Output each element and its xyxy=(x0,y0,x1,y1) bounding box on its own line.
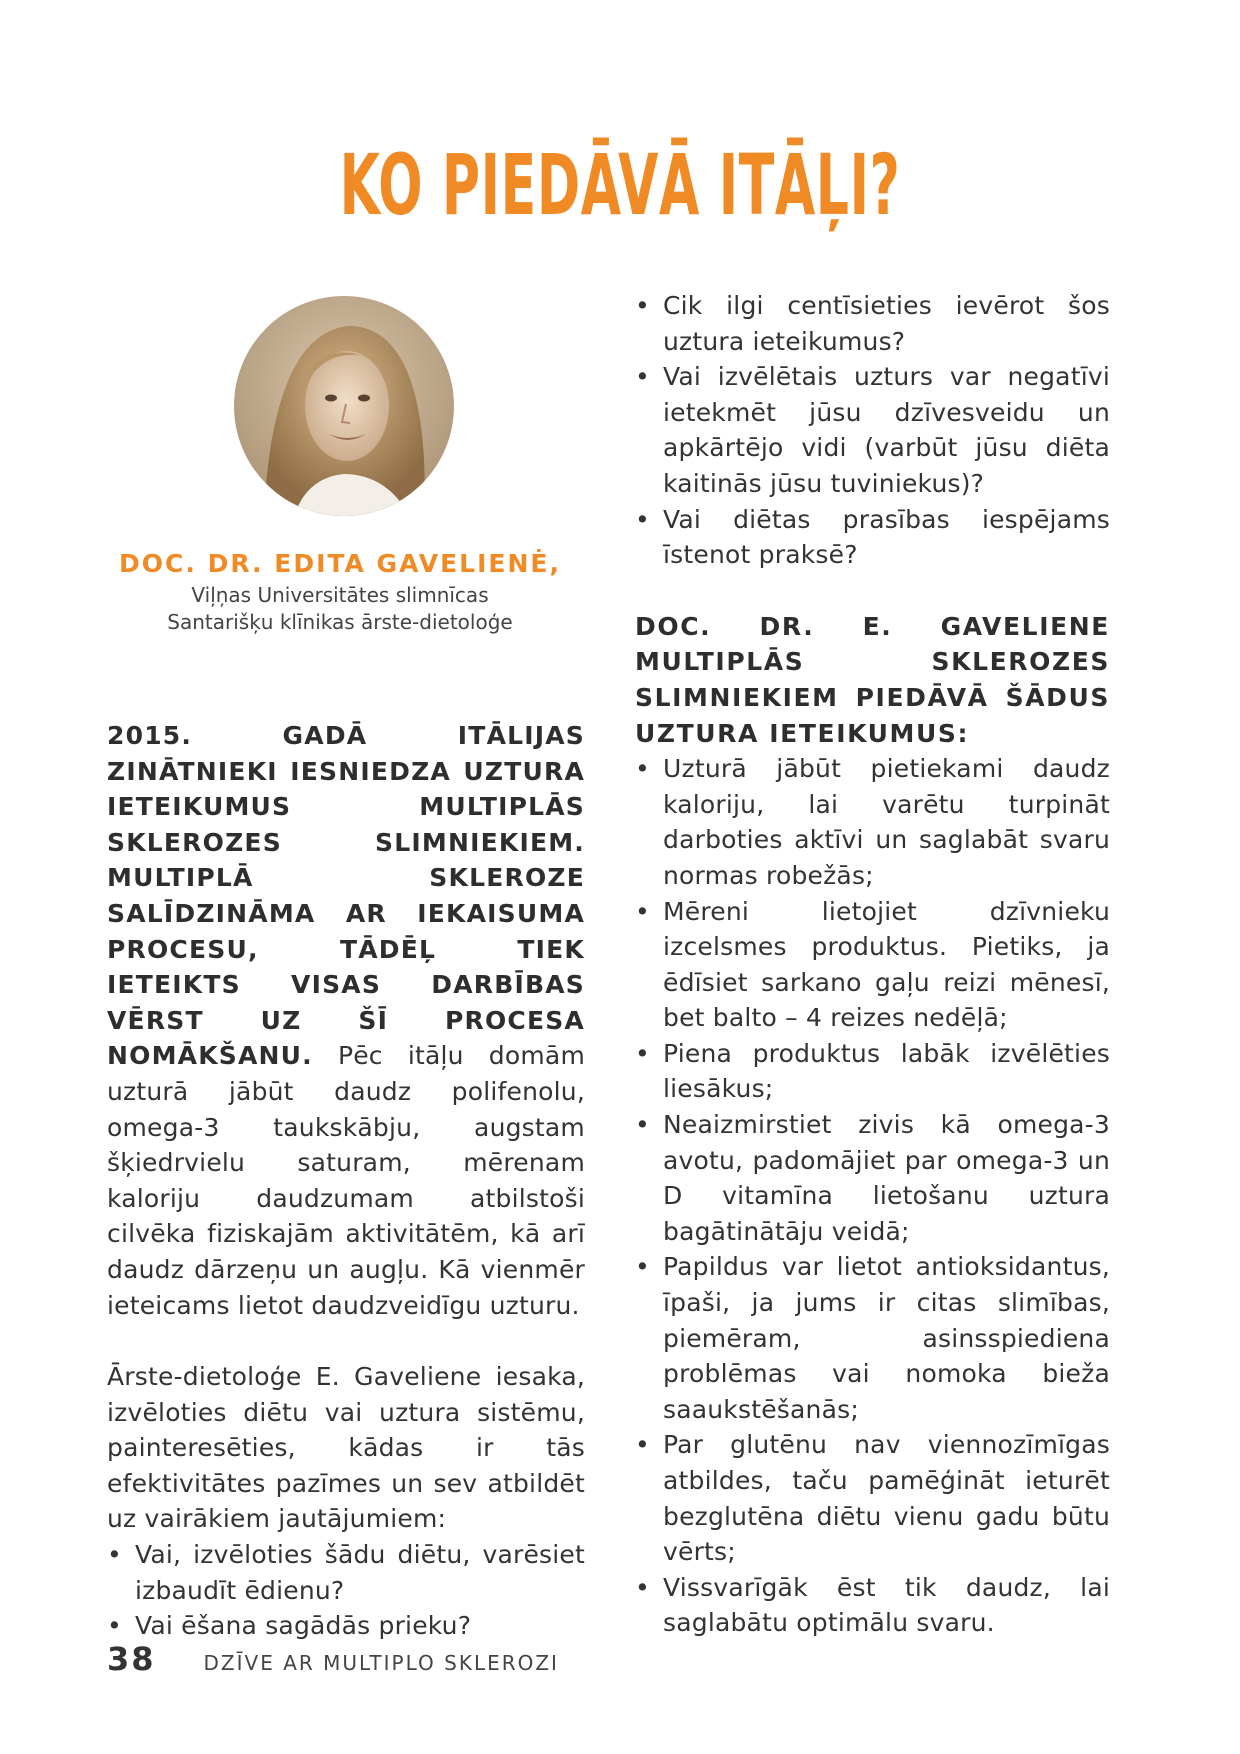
list-item: • Vai izvēlētais uzturs var negatīvi ietekmēt jūsu dzīvesveidu un apkārtējo vidi (varbūt jūsu diēta kaitinās jūsu tuviniekus)? xyxy=(635,359,1110,501)
intro-lead: 2015. GADĀ ITĀLIJAS ZINĀTNIEKI IESNIEDZA UZTURA IETEIKUMUS MULTIPLĀS SKLEROZES SLIMNIEKIEM. MULTIPLĀ SKLEROZE SALĪDZINĀMA AR IEKAISUMA PROCESU, TĀDĒĻ TIEK IETEIKTS VISAS DARBĪBAS VĒRST UZ ŠĪ PROCESA NOMĀKŠANU. xyxy=(107,721,585,1071)
recommendations-list xyxy=(635,751,1110,1641)
list-item: • Vai diētas prasības iespējams īstenot praksē? xyxy=(635,502,1110,573)
question-list-right xyxy=(635,288,1110,573)
author-portrait xyxy=(234,296,454,516)
advice-paragraph: Ārste-dietoloģe E. Gaveliene iesaka, izvēloties diētu vai uztura sistēmu, painteresēties, kādas ir tās efektivitātes pazīmes un sev atbildēt uz vairākiem jautājumiem: xyxy=(107,1362,585,1534)
list-item: • Vissvarīgāk ēst tik daudz, lai saglabātu optimālu svaru. xyxy=(635,1570,1110,1641)
list-item: • Mēreni lietojiet dzīvnieku izcelsmes produktus. Pietiks, ja ēdīsiet sarkano gaļu reizi mēnesī, bet balto – 4 reizes nedēļā; xyxy=(635,894,1110,1036)
author-name: DOC. DR. EDITA GAVELIENĖ, xyxy=(119,549,561,578)
page-title: KO PIEDĀVĀ ITĀĻI? xyxy=(339,136,901,234)
left-column xyxy=(107,718,585,1644)
list-item: • Papildus var lietot antioksidantus, īpaši, ja jums ir citas slimības, piemēram, asinsspiediena problēmas vai nomoka bieža saaukstēšanās; xyxy=(635,1249,1110,1427)
list-item: • Par glutēnu nav viennozīmīgas atbildes, taču pamēģināt ieturēt bezglutēna diētu vienu gadu būtu vērts; xyxy=(635,1427,1110,1569)
page-number: 38 xyxy=(107,1640,156,1678)
list-item: • Neaizmirstiet zivis kā omega-3 avotu, padomājiet par omega-3 un D vitamīna lietošanu uztura bagātinātāju veidā; xyxy=(635,1107,1110,1249)
recommendations-heading: DOC. DR. E. GAVELIENE MULTIPLĀS SKLEROZES SLIMNIEKIEM PIEDĀVĀ ŠĀDUS UZTURA IETEIKUMUS: xyxy=(635,611,1110,748)
publication-title: DZĪVE AR MULTIPLO SKLEROZI xyxy=(203,1651,559,1675)
right-column xyxy=(635,288,1110,1641)
author-role-line1: Viļņas Universitātes slimnīcas xyxy=(191,583,489,607)
author-caption xyxy=(90,546,590,636)
list-item: • Uzturā jābūt pietiekami daudz kaloriju, lai varētu turpināt darboties aktīvi un saglabāt svaru normas robežās; xyxy=(635,751,1110,893)
list-item: • Vai, izvēloties šādu diētu, varēsiet izbaudīt ēdienu? xyxy=(107,1537,585,1608)
list-item: • Cik ilgi centīsieties ievērot šos uztura ieteikumus? xyxy=(635,288,1110,359)
author-role-line2: Santarišķu klīnikas ārste-dietoloģe xyxy=(167,610,513,634)
page-footer xyxy=(107,1640,559,1680)
intro-paragraph xyxy=(107,718,585,1323)
list-item: • Vai ēšana sagādās prieku? xyxy=(107,1608,585,1644)
question-list-left xyxy=(107,1537,585,1644)
list-item: • Piena produktus labāk izvēlēties liesākus; xyxy=(635,1036,1110,1107)
intro-text: Pēc itāļu domām uzturā jābūt daudz polifenolu, omega-3 taukskābju, augstam šķiedrvielu saturam, mērenam kaloriju daudzumam atbilstoši cilvēka fiziskajām aktivitātēm, kā arī daudz dārzeņu un augļu. Kā vienmēr ieteicams lietot daudzveidīgu uzturu. xyxy=(107,1041,585,1320)
